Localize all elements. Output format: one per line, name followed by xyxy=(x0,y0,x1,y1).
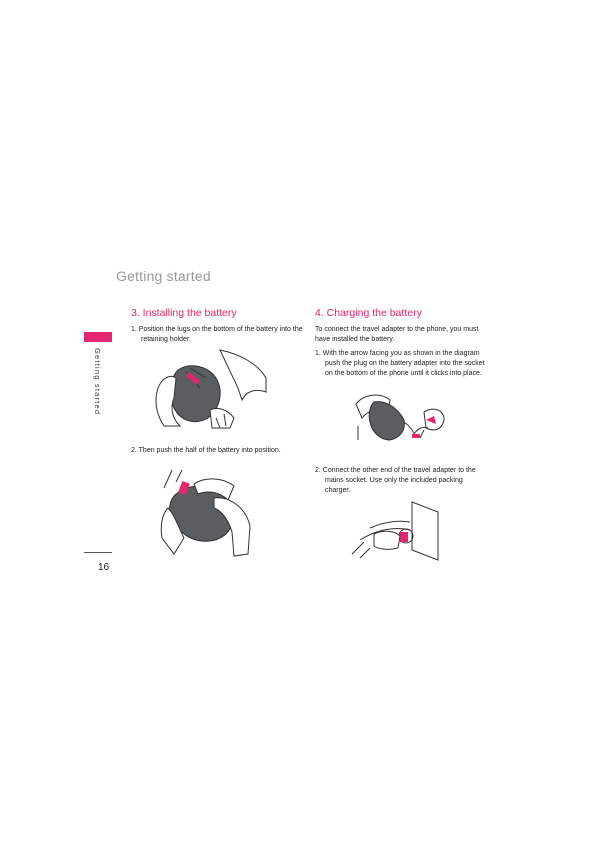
battery-position-illustration-icon xyxy=(150,348,270,432)
charging-intro: To connect the travel adapter to the phone, you must have installed the battery. xyxy=(315,326,479,343)
mains-socket-illustration-icon xyxy=(350,500,444,562)
charging-step-2: 2. Connect the other end of the travel adapter to the mains socket. Use only the included packing charger. xyxy=(315,467,476,494)
side-tab-marker xyxy=(84,332,112,342)
charging-section xyxy=(315,307,487,379)
page-number: 16 xyxy=(98,562,110,573)
section-title: Getting started xyxy=(116,268,211,284)
install-step-1: 1. Position the lugs on the bottom of the battery into the retaining holder. xyxy=(131,326,303,343)
page-number-rule xyxy=(84,552,112,553)
install-battery-heading: 3. Installing the battery xyxy=(131,307,237,319)
charging-step-1: 1. With the arrow facing you as shown in the diagram push the plug on the battery adapter into the socket on the bottom of the phone until it clicks into place. xyxy=(315,350,485,377)
install-battery-section xyxy=(131,307,303,345)
battery-push-illustration-icon xyxy=(154,468,264,560)
install-step-2: 2. Then push the half of the battery into position. xyxy=(131,447,281,454)
install-step-2-wrap xyxy=(131,446,303,456)
charging-heading: 4. Charging the battery xyxy=(315,307,422,319)
adapter-plug-illustration-icon xyxy=(354,390,446,450)
side-tab-label: Getting started xyxy=(93,348,102,416)
charging-step-2-wrap xyxy=(315,466,487,496)
